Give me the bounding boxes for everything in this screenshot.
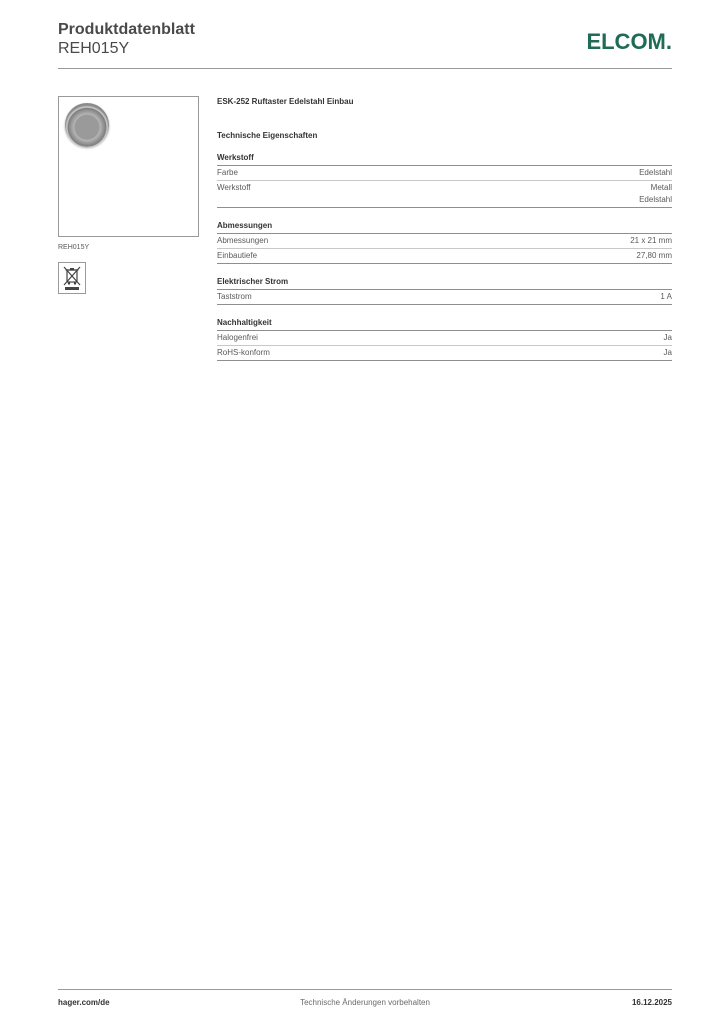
row-value: Edelstahl: [639, 168, 672, 177]
page-header: [58, 20, 672, 68]
row-label: Farbe: [217, 168, 238, 177]
page-subtitle: REH015Y: [58, 40, 130, 57]
table-row: [217, 331, 672, 346]
product-knob-icon: [65, 103, 109, 147]
header-divider: [58, 68, 672, 69]
footer-divider: [58, 989, 672, 990]
row-label: Werkstoff: [217, 183, 251, 192]
row-label: Taststrom: [217, 292, 252, 301]
row-label: Einbautiefe: [217, 251, 258, 260]
row-label: RoHS-konform: [217, 348, 270, 357]
product-name: ESK-252 Ruftaster Edelstahl Einbau: [217, 97, 354, 106]
product-image: [58, 96, 199, 237]
row-value: Ja: [663, 333, 672, 342]
page-title: Produktdatenblatt: [58, 21, 195, 38]
table-row: [217, 234, 672, 249]
row-value-line: Metall: [650, 183, 672, 192]
product-details: [217, 96, 672, 361]
group-heading: Elektrischer Strom: [217, 276, 672, 290]
row-label: Halogenfrei: [217, 333, 258, 342]
crossed-bin-icon: [58, 262, 86, 294]
group-nachhaltigkeit: [217, 317, 672, 361]
group-elektrischer-strom: [217, 276, 672, 305]
row-value: [639, 182, 672, 206]
group-abmessungen: [217, 220, 672, 264]
group-werkstoff: [217, 152, 672, 208]
group-heading: Werkstoff: [217, 152, 672, 166]
table-row: [217, 249, 672, 264]
table-row: [217, 346, 672, 361]
row-label: Abmessungen: [217, 236, 269, 245]
footer-website-link[interactable]: hager.com/de: [58, 998, 110, 1007]
section-heading: Technische Eigenschaften: [217, 131, 318, 140]
row-value: Ja: [663, 348, 672, 357]
footer-disclaimer: Technische Änderungen vorbehalten: [300, 998, 430, 1007]
row-value: 1 A: [660, 292, 672, 301]
row-value: 27,80 mm: [636, 251, 672, 260]
table-row: [217, 181, 672, 208]
group-heading: Abmessungen: [217, 220, 672, 234]
table-row: [217, 290, 672, 305]
footer-date: 16.12.2025: [631, 998, 672, 1007]
row-value-line: Edelstahl: [639, 195, 672, 204]
group-heading: Nachhaltigkeit: [217, 317, 672, 331]
elcom-logo: ELCOM.: [586, 29, 672, 54]
row-value: 21 x 21 mm: [630, 236, 672, 245]
table-row: [217, 166, 672, 181]
product-image-caption: REH015Y: [58, 244, 90, 251]
